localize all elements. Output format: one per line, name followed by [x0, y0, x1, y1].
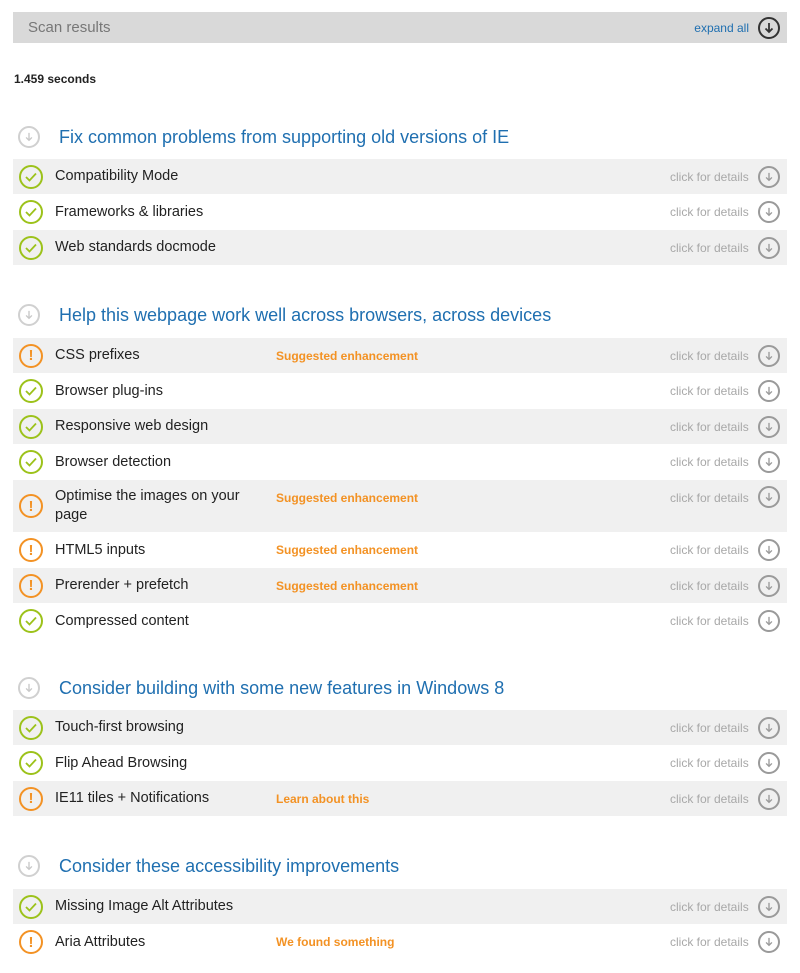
arrow-down-circle-icon[interactable]: [758, 166, 780, 188]
check-icon: [19, 415, 43, 439]
expand-all-button[interactable]: [694, 17, 780, 39]
check-icon: [19, 716, 43, 740]
collapse-arrow-icon[interactable]: [18, 304, 40, 326]
collapse-arrow-icon[interactable]: [18, 855, 40, 877]
check-icon: [19, 236, 43, 260]
result-label: Touch-first browsing: [55, 719, 184, 735]
section-header[interactable]: [18, 304, 551, 326]
section-header[interactable]: [18, 677, 504, 699]
result-row[interactable]: [13, 745, 787, 781]
collapse-arrow-icon[interactable]: [18, 126, 40, 148]
click-for-details-link[interactable]: click for details: [670, 419, 749, 434]
section-header[interactable]: [18, 126, 509, 148]
result-label: CSS prefixes: [55, 347, 140, 363]
result-label: Compressed content: [55, 612, 189, 629]
result-row[interactable]: [13, 889, 787, 924]
result-label: Responsive web design: [55, 418, 209, 434]
click-for-details-link[interactable]: click for details: [670, 614, 749, 628]
exclamation-icon: !: [19, 574, 43, 598]
result-row[interactable]: [13, 338, 787, 373]
result-row[interactable]: [13, 924, 787, 960]
result-row[interactable]: [13, 781, 787, 816]
result-label: Frameworks & libraries: [55, 203, 204, 220]
arrow-down-circle-icon[interactable]: [758, 416, 780, 438]
section-title[interactable]: Consider these accessibility improvements: [59, 855, 400, 876]
arrow-down-circle-icon[interactable]: [758, 896, 780, 918]
result-note: Suggested enhancement: [276, 543, 419, 557]
result-row[interactable]: [13, 532, 787, 568]
result-row[interactable]: [13, 159, 787, 194]
result-label: Browser plug-ins: [55, 382, 163, 399]
arrow-down-circle-icon[interactable]: [758, 345, 780, 367]
check-icon: [19, 609, 43, 633]
click-for-details-link[interactable]: click for details: [670, 384, 749, 398]
result-note: Suggested enhancement: [276, 578, 419, 593]
arrow-down-circle-icon[interactable]: [758, 717, 780, 739]
exclamation-icon: !: [19, 930, 43, 954]
arrow-down-circle-icon[interactable]: [758, 752, 780, 774]
click-for-details-link[interactable]: click for details: [670, 578, 749, 593]
click-for-details-link[interactable]: click for details: [670, 240, 749, 255]
exclamation-icon: !: [19, 344, 43, 368]
click-for-details-link[interactable]: click for details: [670, 491, 749, 505]
click-for-details-link[interactable]: click for details: [670, 791, 749, 806]
click-for-details-link[interactable]: click for details: [670, 935, 749, 949]
page-title: Scan results: [28, 19, 111, 36]
arrow-down-circle-icon[interactable]: [758, 451, 780, 473]
result-label: Aria Attributes: [55, 933, 146, 950]
section-title[interactable]: Consider building with some new features in Windows 8: [59, 677, 505, 698]
result-note: Suggested enhancement: [276, 348, 419, 363]
arrow-down-circle-icon[interactable]: [758, 380, 780, 402]
check-icon: [19, 200, 43, 224]
check-icon: [19, 895, 43, 919]
arrow-down-circle-icon[interactable]: [758, 539, 780, 561]
arrow-down-circle-icon[interactable]: [758, 610, 780, 632]
scan-duration: 1.459 seconds: [14, 72, 97, 86]
learn-about-this-link[interactable]: Learn about this: [276, 791, 370, 806]
arrow-down-circle-icon[interactable]: [758, 788, 780, 810]
check-icon: [19, 165, 43, 189]
exclamation-icon: !: [19, 538, 43, 562]
click-for-details-link[interactable]: click for details: [670, 720, 749, 735]
result-row[interactable]: [13, 409, 787, 444]
result-row[interactable]: [13, 480, 787, 532]
result-label: IE11 tiles + Notifications: [55, 790, 210, 806]
click-for-details-link[interactable]: click for details: [670, 348, 749, 363]
arrow-down-circle-icon[interactable]: [758, 486, 780, 508]
arrow-down-circle-icon[interactable]: [758, 201, 780, 223]
click-for-details-link[interactable]: click for details: [670, 455, 749, 469]
result-label: Flip Ahead Browsing: [55, 754, 188, 771]
result-label: Web standards docmode: [55, 239, 216, 255]
result-label: Prerender + prefetch: [55, 577, 189, 593]
click-for-details-link[interactable]: click for details: [670, 543, 749, 557]
result-row[interactable]: [13, 373, 787, 409]
result-label: Browser detection: [55, 453, 172, 470]
result-label: Optimise the images on your page: [55, 488, 240, 523]
result-note: We found something: [276, 935, 395, 949]
click-for-details-link[interactable]: click for details: [670, 205, 749, 219]
arrow-down-circle-icon[interactable]: [758, 575, 780, 597]
section-header[interactable]: [18, 855, 399, 877]
result-label: HTML5 inputs: [55, 541, 146, 558]
collapse-arrow-icon[interactable]: [18, 677, 40, 699]
result-row[interactable]: [13, 603, 787, 639]
result-row[interactable]: [13, 230, 787, 265]
result-row[interactable]: [13, 194, 787, 230]
arrow-down-circle-icon[interactable]: [758, 931, 780, 953]
exclamation-icon: !: [19, 787, 43, 811]
result-label: Compatibility Mode: [55, 168, 179, 184]
arrow-down-circle-icon[interactable]: [758, 237, 780, 259]
exclamation-icon: !: [19, 494, 43, 518]
check-icon: [19, 379, 43, 403]
click-for-details-link[interactable]: click for details: [670, 756, 749, 770]
result-label: Missing Image Alt Attributes: [55, 898, 234, 914]
result-row[interactable]: [13, 710, 787, 745]
result-row[interactable]: [13, 568, 787, 603]
check-icon: [19, 450, 43, 474]
arrow-down-circle-icon[interactable]: [758, 17, 780, 39]
section-title[interactable]: Fix common problems from supporting old versions of IE: [59, 126, 510, 147]
click-for-details-link[interactable]: click for details: [670, 899, 749, 914]
scan-results-header: [13, 12, 787, 43]
result-note: Suggested enhancement: [276, 491, 419, 505]
result-row[interactable]: [13, 444, 787, 480]
click-for-details-link[interactable]: click for details: [670, 169, 749, 184]
section-title[interactable]: Help this webpage work well across browsers, across devices: [59, 304, 552, 325]
expand-all-label[interactable]: expand all: [694, 20, 749, 35]
check-icon: [19, 751, 43, 775]
